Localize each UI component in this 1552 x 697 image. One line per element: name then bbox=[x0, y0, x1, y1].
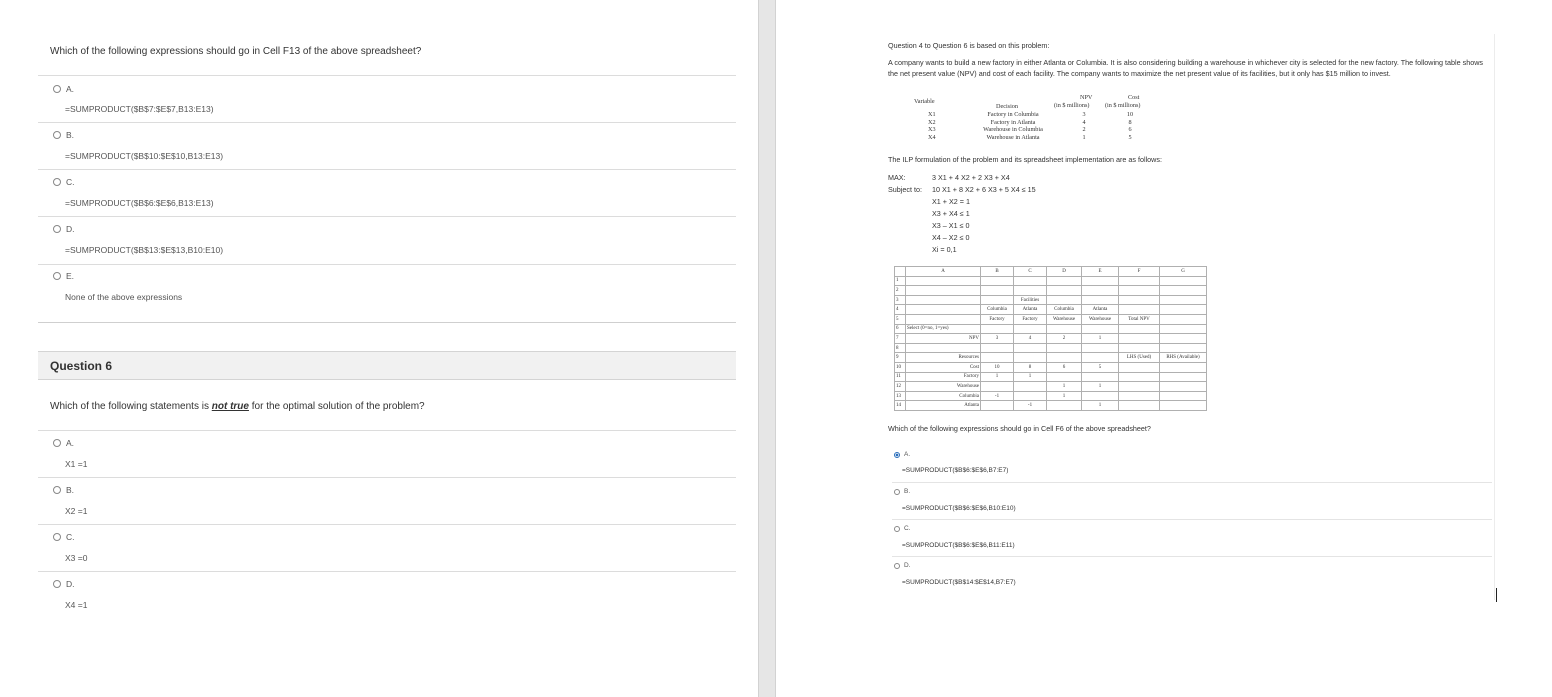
objective-expression: 3 X1 + 4 X2 + 2 X3 + X4 bbox=[932, 173, 1010, 182]
constraint-2: X1 + X2 = 1 bbox=[932, 197, 970, 206]
option-text: =SUMPRODUCT($B$10:$E$10,B13:E13) bbox=[65, 151, 224, 161]
sheet-cell bbox=[981, 382, 1014, 392]
sheet-cell bbox=[1014, 324, 1047, 334]
sheet-cell bbox=[1119, 401, 1160, 411]
sheet-cell bbox=[1047, 324, 1082, 334]
sheet-row-number: 9 bbox=[895, 353, 906, 363]
table-cell: Factory in Columbia bbox=[987, 111, 1039, 118]
sheet-cell: Cost bbox=[906, 362, 981, 372]
facility-table bbox=[902, 94, 1142, 150]
sheet-cell bbox=[1160, 382, 1207, 392]
sheet-cell: Columbia bbox=[1047, 305, 1082, 315]
sheet-column-header: D bbox=[1047, 267, 1082, 277]
table-cell: Warehouse in Atlanta bbox=[986, 133, 1040, 141]
sheet-cell bbox=[1160, 324, 1207, 334]
constraint-1: 10 X1 + 8 X2 + 6 X3 + 5 X4 ≤ 15 bbox=[932, 185, 1036, 194]
sheet-cell bbox=[1014, 276, 1047, 286]
sheet-cell bbox=[1014, 353, 1047, 363]
sheet-cell bbox=[906, 314, 981, 324]
sheet-cell bbox=[1160, 362, 1207, 372]
question-6-text bbox=[50, 401, 425, 412]
q4-option-c[interactable] bbox=[892, 519, 1492, 557]
sheet-cell bbox=[1119, 276, 1160, 286]
sheet-cell bbox=[906, 286, 981, 296]
table-cell: X3 bbox=[928, 126, 936, 133]
sheet-row-number: 11 bbox=[895, 372, 906, 382]
sheet-cell: Atlanta bbox=[906, 401, 981, 411]
header-npv-unit: (in $ millions) bbox=[1054, 102, 1090, 109]
sheet-row bbox=[895, 295, 1207, 305]
sheet-cell bbox=[1082, 372, 1119, 382]
sheet-cell: Factory bbox=[906, 372, 981, 382]
sheet-cell bbox=[981, 295, 1014, 305]
sheet-cell bbox=[981, 286, 1014, 296]
sheet-row bbox=[895, 372, 1207, 382]
sheet-cell bbox=[1082, 276, 1119, 286]
sheet-cell bbox=[981, 353, 1014, 363]
sheet-cell bbox=[1047, 353, 1082, 363]
q6-text-emphasis: not true bbox=[211, 401, 249, 412]
header-cost: Cost bbox=[1128, 94, 1140, 101]
sheet-row-number: 10 bbox=[895, 362, 906, 372]
q6-option-c[interactable] bbox=[38, 524, 736, 571]
radio-button[interactable] bbox=[53, 439, 61, 447]
sheet-cell: 1 bbox=[1014, 372, 1047, 382]
sheet-cell: Columbia bbox=[981, 305, 1014, 315]
option-text: =SUMPRODUCT($B$7:$E$7,B13:E13) bbox=[65, 104, 214, 114]
sheet-cell: Select (0=no, 1=yes) bbox=[906, 324, 981, 334]
sheet-cell: 2 bbox=[1047, 334, 1082, 344]
sheet-row-number: 5 bbox=[895, 314, 906, 324]
table-cell: X4 bbox=[928, 133, 936, 141]
option-letter: C. bbox=[66, 177, 75, 187]
table-cell: 3 bbox=[1082, 111, 1086, 118]
q6-text-pre: Which of the following statements is bbox=[50, 401, 212, 412]
sheet-row bbox=[895, 353, 1207, 363]
option-letter: A. bbox=[66, 438, 75, 448]
sheet-cell bbox=[1082, 295, 1119, 305]
sheet-cell: Resources bbox=[906, 353, 981, 363]
option-letter: D. bbox=[904, 562, 911, 569]
divider bbox=[38, 322, 736, 323]
sheet-cell bbox=[1160, 286, 1207, 296]
constraint-5: X4 – X2 ≤ 0 bbox=[932, 233, 970, 242]
intro-text: Question 4 to Question 6 is based on this problem: bbox=[888, 41, 1050, 50]
option-text: X1 =1 bbox=[65, 459, 88, 469]
sheet-column-header: E bbox=[1082, 267, 1119, 277]
sheet-cell: LHS (Used) bbox=[1119, 353, 1160, 363]
sheet-row bbox=[895, 362, 1207, 372]
sheet-cell bbox=[1119, 324, 1160, 334]
sheet-cell: 4 bbox=[1014, 334, 1047, 344]
option-text: X4 =1 bbox=[65, 600, 88, 610]
sheet-cell bbox=[1047, 401, 1082, 411]
option-text: =SUMPRODUCT($B$6:$E$6,B13:E13) bbox=[65, 198, 214, 208]
sheet-row-number: 6 bbox=[895, 324, 906, 334]
option-text: X3 =0 bbox=[65, 553, 88, 563]
sheet-cell bbox=[906, 295, 981, 305]
option-letter: C. bbox=[66, 532, 75, 542]
option-text: =SUMPRODUCT($B$13:$E$13,B10:E10) bbox=[65, 245, 224, 255]
sheet-cell bbox=[906, 276, 981, 286]
sheet-cell: Factory bbox=[981, 314, 1014, 324]
q6-text-post: for the optimal solution of the problem? bbox=[248, 401, 425, 412]
sheet-cell: 6 bbox=[1047, 362, 1082, 372]
q5-option-d[interactable] bbox=[38, 216, 736, 263]
sheet-cell: 3 bbox=[981, 334, 1014, 344]
table-cell: 10 bbox=[1126, 111, 1134, 118]
spreadsheet-image bbox=[894, 266, 1207, 411]
sheet-row-number: 14 bbox=[895, 401, 906, 411]
sheet-row bbox=[895, 334, 1207, 344]
table-cell: X2 bbox=[928, 118, 936, 126]
question-5-text: Which of the following expressions should go in Cell F13 of the above spreadsheet? bbox=[50, 46, 422, 57]
radio-button[interactable] bbox=[894, 526, 900, 532]
left-quiz-pane bbox=[0, 0, 758, 697]
sheet-cell bbox=[1160, 314, 1207, 324]
option-letter: D. bbox=[66, 224, 75, 234]
sheet-cell: Total NPV bbox=[1119, 314, 1160, 324]
sheet-row bbox=[895, 391, 1207, 401]
pane-splitter[interactable] bbox=[758, 0, 776, 697]
sheet-row bbox=[895, 276, 1207, 286]
sheet-cell: 1 bbox=[1047, 382, 1082, 392]
sheet-cell bbox=[1160, 391, 1207, 401]
sheet-cell bbox=[981, 401, 1014, 411]
header-cost-unit: (in $ millions) bbox=[1105, 102, 1141, 109]
constraint-binary: Xi = 0,1 bbox=[932, 245, 957, 254]
table-cell: Warehouse in Columbia bbox=[983, 126, 1043, 133]
radio-button[interactable] bbox=[894, 563, 900, 569]
sheet-cell: Columbia bbox=[906, 391, 981, 401]
cost-column bbox=[1120, 111, 1140, 141]
subject-to-label: Subject to: bbox=[888, 185, 922, 194]
sheet-cell bbox=[1047, 343, 1082, 353]
radio-button[interactable] bbox=[53, 533, 61, 541]
sheet-cell bbox=[1119, 286, 1160, 296]
sheet-cell bbox=[1014, 343, 1047, 353]
table-cell: 5 bbox=[1128, 133, 1132, 141]
table-cell: 2 bbox=[1082, 126, 1086, 133]
table-cell: X1 bbox=[928, 111, 936, 118]
option-letter: A. bbox=[904, 451, 911, 458]
q6-option-b[interactable] bbox=[38, 477, 736, 524]
sheet-cell: Facilities bbox=[1014, 295, 1047, 305]
constraint-4: X3 – X1 ≤ 0 bbox=[932, 221, 970, 230]
table-cell: 4 bbox=[1082, 118, 1086, 126]
option-text: =SUMPRODUCT($B$14:$E$14,B7:E7) bbox=[902, 579, 1016, 586]
sheet-cell bbox=[1082, 391, 1119, 401]
right-document-pane bbox=[776, 0, 1552, 697]
sheet-cell bbox=[1160, 295, 1207, 305]
q6-option-a[interactable] bbox=[38, 430, 736, 477]
table-cell: 8 bbox=[1128, 118, 1132, 126]
option-text: =SUMPRODUCT($B$6:$E$6,B7:E7) bbox=[902, 467, 1009, 474]
q5-option-e[interactable] bbox=[38, 264, 736, 323]
sheet-cell: 10 bbox=[981, 362, 1014, 372]
question-4-text: Which of the following expressions should go in Cell F6 of the above spreadsheet? bbox=[888, 424, 1151, 433]
sheet-row bbox=[895, 382, 1207, 392]
q5-option-a[interactable] bbox=[38, 75, 736, 122]
header-npv: NPV bbox=[1080, 94, 1093, 101]
sheet-cell bbox=[1082, 353, 1119, 363]
sheet-cell bbox=[1047, 372, 1082, 382]
option-letter: B. bbox=[904, 488, 911, 495]
variable-column bbox=[928, 111, 936, 141]
sheet-cell bbox=[1160, 334, 1207, 344]
radio-button-selected[interactable] bbox=[894, 452, 900, 458]
sheet-row bbox=[895, 286, 1207, 296]
sheet-row bbox=[895, 305, 1207, 315]
sheet-cell bbox=[1082, 324, 1119, 334]
sheet-cell bbox=[1047, 295, 1082, 305]
sheet-cell bbox=[981, 276, 1014, 286]
sheet-cell: 1 bbox=[1047, 391, 1082, 401]
sheet-cell bbox=[1119, 295, 1160, 305]
sheet-row bbox=[895, 324, 1207, 334]
option-text: X2 =1 bbox=[65, 506, 88, 516]
sheet-row bbox=[895, 343, 1207, 353]
radio-button[interactable] bbox=[53, 85, 61, 93]
sheet-cell: NPV bbox=[906, 334, 981, 344]
sheet-column-header: G bbox=[1160, 267, 1207, 277]
option-text: None of the above expressions bbox=[65, 292, 183, 302]
sheet-row-number: 13 bbox=[895, 391, 906, 401]
sheet-row-number: 4 bbox=[895, 305, 906, 315]
radio-button[interactable] bbox=[894, 489, 900, 495]
q4-option-d[interactable] bbox=[892, 556, 1492, 594]
sheet-cell: Atlanta bbox=[1014, 305, 1047, 315]
question-6-header bbox=[38, 351, 736, 380]
table-cell: 6 bbox=[1128, 126, 1132, 133]
sheet-cell bbox=[1160, 401, 1207, 411]
sheet-row bbox=[895, 401, 1207, 411]
sheet-column-header: A bbox=[906, 267, 981, 277]
sheet-cell: 1 bbox=[1082, 382, 1119, 392]
option-letter: B. bbox=[66, 485, 75, 495]
sheet-row-number: 7 bbox=[895, 334, 906, 344]
sheet-cell: Factory bbox=[1014, 314, 1047, 324]
option-letter: E. bbox=[66, 271, 75, 281]
sheet-cell bbox=[1119, 391, 1160, 401]
sheet-column-header: C bbox=[1014, 267, 1047, 277]
sheet-row-number: 2 bbox=[895, 286, 906, 296]
sheet-cell bbox=[981, 324, 1014, 334]
table-cell: 1 bbox=[1082, 133, 1086, 141]
sheet-cell: Warehouse bbox=[1047, 314, 1082, 324]
option-text: =SUMPRODUCT($B$6:$E$6,B11:E11) bbox=[902, 542, 1015, 549]
sheet-cell: 1 bbox=[981, 372, 1014, 382]
sheet-cell: -1 bbox=[1014, 401, 1047, 411]
sheet-cell bbox=[1014, 391, 1047, 401]
sheet-cell bbox=[981, 343, 1014, 353]
sheet-row-number: 8 bbox=[895, 343, 906, 353]
sheet-cell: 5 bbox=[1082, 362, 1119, 372]
radio-button[interactable] bbox=[53, 272, 61, 280]
sheet-cell bbox=[1014, 286, 1047, 296]
option-letter: A. bbox=[66, 84, 75, 94]
sheet-row bbox=[895, 314, 1207, 324]
radio-button[interactable] bbox=[53, 178, 61, 186]
max-label: MAX: bbox=[888, 173, 906, 182]
sheet-cell bbox=[1119, 343, 1160, 353]
decision-column bbox=[968, 111, 1058, 141]
sheet-cell: Warehouse bbox=[906, 382, 981, 392]
radio-button[interactable] bbox=[53, 580, 61, 588]
q5-option-b[interactable] bbox=[38, 122, 736, 169]
sheet-cell bbox=[1082, 286, 1119, 296]
sheet-cell bbox=[1119, 382, 1160, 392]
option-text: =SUMPRODUCT($B$6:$E$6,B10:E10) bbox=[902, 505, 1016, 512]
sheet-cell bbox=[1160, 276, 1207, 286]
sheet-cell bbox=[906, 343, 981, 353]
sheet-cell: Warehouse bbox=[1082, 314, 1119, 324]
sheet-cell: Atlanta bbox=[1082, 305, 1119, 315]
option-letter: B. bbox=[66, 130, 75, 140]
sheet-row-number: 12 bbox=[895, 382, 906, 392]
sheet-column-header: B bbox=[981, 267, 1014, 277]
sheet-cell bbox=[1119, 372, 1160, 382]
sheet-cell bbox=[906, 305, 981, 315]
sheet-cell bbox=[1119, 305, 1160, 315]
q4-option-a[interactable] bbox=[892, 445, 1492, 482]
sheet-cell bbox=[1014, 382, 1047, 392]
sheet-cell: 1 bbox=[1082, 401, 1119, 411]
problem-document bbox=[886, 34, 1495, 600]
constraint-3: X3 + X4 ≤ 1 bbox=[932, 209, 970, 218]
text-cursor bbox=[1496, 588, 1497, 602]
sheet-column-header bbox=[895, 267, 906, 277]
header-variable: Variable bbox=[914, 98, 935, 105]
sheet-cell bbox=[1119, 362, 1160, 372]
q4-option-b[interactable] bbox=[892, 482, 1492, 520]
npv-column bbox=[1074, 111, 1094, 141]
sheet-cell bbox=[1160, 372, 1207, 382]
question-6-title: Question 6 bbox=[50, 359, 113, 373]
q6-option-d[interactable] bbox=[38, 571, 736, 618]
ilp-intro: The ILP formulation of the problem and its spreadsheet implementation are as follows: bbox=[888, 155, 1162, 164]
radio-button[interactable] bbox=[53, 131, 61, 139]
sheet-cell bbox=[1160, 305, 1207, 315]
sheet-row-number: 3 bbox=[895, 295, 906, 305]
sheet-cell bbox=[1160, 343, 1207, 353]
header-decision: Decision bbox=[996, 103, 1018, 110]
sheet-cell bbox=[1082, 343, 1119, 353]
sheet-cell bbox=[1047, 286, 1082, 296]
sheet-cell: -1 bbox=[981, 391, 1014, 401]
table-cell: Factory in Atlanta bbox=[990, 118, 1036, 126]
sheet-cell: RHS (Available) bbox=[1160, 353, 1207, 363]
sheet-column-header: F bbox=[1119, 267, 1160, 277]
q5-option-c[interactable] bbox=[38, 169, 736, 216]
problem-statement: A company wants to build a new factory in either Atlanta or Columbia. It is also considering building a warehouse in whichever city is selected for the new factory. The following table shows the net present value (NPV) and cost of each facility. The company wants to maximize the net present value of its facilities, but it only has $15 million to invest. bbox=[888, 58, 1484, 78]
sheet-header-row bbox=[895, 267, 1207, 277]
option-letter: C. bbox=[904, 525, 911, 532]
sheet-cell: 8 bbox=[1014, 362, 1047, 372]
sheet-cell bbox=[1119, 334, 1160, 344]
radio-button[interactable] bbox=[53, 225, 61, 233]
sheet-row-number: 1 bbox=[895, 276, 906, 286]
sheet-cell: 1 bbox=[1082, 334, 1119, 344]
option-letter: D. bbox=[66, 579, 75, 589]
radio-button[interactable] bbox=[53, 486, 61, 494]
sheet-cell bbox=[1047, 276, 1082, 286]
